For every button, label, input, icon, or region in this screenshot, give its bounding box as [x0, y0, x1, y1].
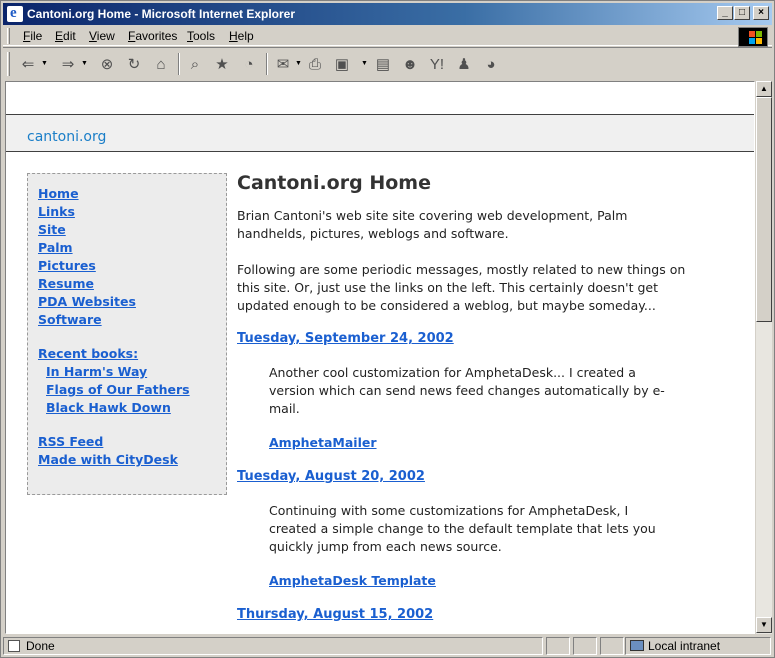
menu-grip: [7, 28, 10, 44]
scroll-down-icon[interactable]: ▼: [756, 617, 772, 633]
menu-edit[interactable]: Edit: [55, 29, 76, 43]
edit-dropdown-icon[interactable]: ▼: [361, 60, 368, 67]
book-link[interactable]: Flags of Our Fathers: [46, 382, 190, 397]
windows-logo-icon: [738, 27, 768, 47]
status-pane: [3, 637, 543, 655]
entry-date-link[interactable]: Thursday, August 15, 2002: [237, 607, 434, 622]
entry-link[interactable]: AmphetaMailer: [269, 435, 377, 450]
toolbar-separator: [178, 53, 180, 75]
yahoo-icon[interactable]: Y!: [429, 55, 445, 73]
entry-text: Another cool customization for AmphetaDesk... I created a version which can send news feed changes automatically by e-mail.: [269, 365, 665, 416]
back-icon[interactable]: ⇐: [21, 56, 35, 73]
nav-link-palm[interactable]: Palm: [38, 240, 73, 255]
zone-text: Local intranet: [648, 639, 721, 653]
zone-pane: [625, 637, 771, 655]
menu-favorites[interactable]: Favorites: [128, 29, 178, 43]
refresh-icon[interactable]: ↻: [127, 56, 141, 73]
title-bar: [3, 3, 772, 25]
mail-icon[interactable]: ✉: [276, 56, 290, 73]
ie-logo-icon: [7, 6, 23, 22]
nav-link-home[interactable]: Home: [38, 186, 79, 201]
menu-file[interactable]: File: [23, 29, 43, 43]
menu-view[interactable]: View: [89, 29, 115, 43]
entry-date-link[interactable]: Tuesday, September 24, 2002: [237, 331, 454, 346]
entry-date-link[interactable]: Tuesday, August 20, 2002: [237, 469, 425, 484]
entry-link[interactable]: AmphetaDesk Template: [269, 573, 436, 588]
status-text: Done: [26, 639, 55, 653]
menu-bar: [3, 26, 772, 46]
menu-tools[interactable]: Tools: [187, 29, 216, 43]
edit-icon[interactable]: ▣: [334, 56, 350, 73]
search-icon[interactable]: ⌕: [190, 55, 200, 73]
rss-feed-link[interactable]: RSS Feed: [38, 434, 104, 449]
following-text: Following are some periodic messages, mostly related to new things on this site. Or, just use the links on the left. This certainly doesn't get updated enough to be considered a weblog, but maybe someday...: [237, 262, 686, 313]
stop-icon[interactable]: ⊗: [100, 56, 114, 73]
discuss-icon[interactable]: ▤: [375, 56, 391, 73]
minimize-button[interactable]: _: [717, 6, 733, 20]
window-title: Cantoni.org Home - Microsoft Internet Explorer: [27, 7, 296, 21]
toolbar-separator: [266, 53, 268, 75]
scroll-thumb[interactable]: [756, 97, 772, 322]
status-pane: [600, 637, 624, 655]
maximize-button[interactable]: □: [734, 6, 750, 20]
close-button[interactable]: ×: [753, 6, 769, 20]
vertical-scrollbar[interactable]: [755, 81, 772, 634]
site-header: [6, 114, 755, 152]
book-link[interactable]: Black Hawk Down: [46, 400, 171, 415]
history-icon[interactable]: ◔: [244, 55, 254, 73]
recent-books-link[interactable]: Recent books:: [38, 346, 139, 361]
toolbar-grip: [7, 52, 10, 76]
messenger-icon[interactable]: ☻: [402, 55, 418, 73]
mail-dropdown-icon[interactable]: ▼: [295, 60, 302, 67]
status-pane: [573, 637, 597, 655]
home-icon[interactable]: ⌂: [156, 55, 166, 73]
print-icon[interactable]: ⎙: [308, 55, 321, 73]
page-viewport: [5, 81, 755, 634]
site-name: cantoni.org: [27, 129, 107, 145]
book-link[interactable]: In Harm's Way: [46, 364, 148, 379]
page-title: Cantoni.org Home: [237, 172, 431, 194]
page-done-icon: [8, 640, 20, 652]
nav-link-pictures[interactable]: Pictures: [38, 258, 96, 273]
chat-icon[interactable]: ◕: [486, 55, 496, 73]
scroll-up-icon[interactable]: ▲: [756, 81, 772, 97]
status-pane: [546, 637, 570, 655]
nav-link-software[interactable]: Software: [38, 312, 102, 327]
status-bar: [3, 636, 772, 656]
menu-help[interactable]: Help: [229, 29, 254, 43]
nav-link-links[interactable]: Links: [38, 204, 75, 219]
aim-icon[interactable]: ♟: [457, 56, 471, 73]
intro-text: Brian Cantoni's web site site covering web development, Palm handhelds, pictures, weblogs and software.: [237, 208, 628, 241]
nav-link-pda-websites[interactable]: PDA Websites: [38, 294, 136, 309]
intranet-icon: [630, 640, 644, 651]
citydesk-link[interactable]: Made with CityDesk: [38, 452, 178, 467]
forward-dropdown-icon[interactable]: ▼: [81, 60, 88, 67]
sidebar: [27, 173, 227, 495]
favorites-icon[interactable]: ★: [215, 56, 229, 73]
back-dropdown-icon[interactable]: ▼: [41, 60, 48, 67]
forward-icon[interactable]: ⇒: [61, 56, 75, 73]
nav-link-resume[interactable]: Resume: [38, 276, 94, 291]
nav-link-site[interactable]: Site: [38, 222, 66, 237]
toolbar: [3, 47, 772, 79]
entry-text: Continuing with some customizations for AmphetaDesk, I created a simple change to the default template that lets you quickly jump from each news source.: [269, 503, 656, 554]
